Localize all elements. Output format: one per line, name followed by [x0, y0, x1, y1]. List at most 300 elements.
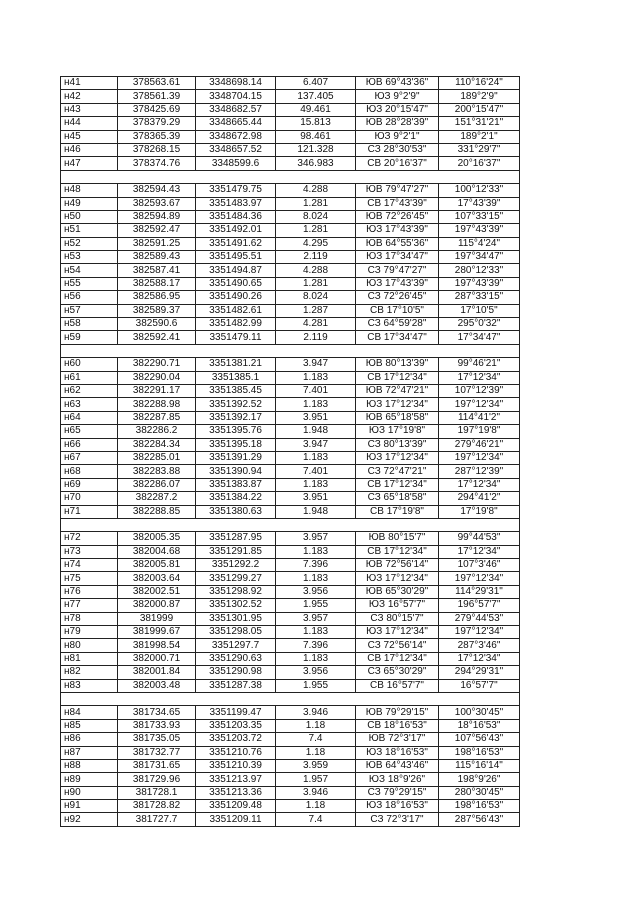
direction-angle-cell: 107°56'43" [439, 733, 520, 746]
direction-angle-cell: 114°29'31" [439, 585, 520, 598]
table-row [61, 639, 520, 652]
table-row [61, 626, 520, 639]
direction-angle-cell: 17°12'34" [439, 371, 520, 384]
distance-cell: 7.4 [276, 733, 356, 746]
y-coordinate-cell: 3351494.87 [196, 264, 276, 277]
y-coordinate-cell: 3351479.11 [196, 331, 276, 344]
rhumb-cell: СЗ 80°15'7" [356, 612, 439, 625]
distance-cell: 1.18 [276, 719, 356, 732]
distance-cell: 346.983 [276, 157, 356, 170]
x-coordinate-cell: 382290.71 [118, 358, 196, 371]
rhumb-cell: ЮЗ 20°15'47" [356, 103, 439, 116]
x-coordinate-cell: 378268.15 [118, 143, 196, 156]
point-name-cell: н49 [61, 197, 118, 210]
x-coordinate-cell: 382285.01 [118, 451, 196, 464]
y-coordinate-cell: 3351390.94 [196, 465, 276, 478]
distance-cell: 1.281 [276, 197, 356, 210]
table-row [61, 559, 520, 572]
point-name-cell: н79 [61, 626, 118, 639]
table-row [61, 652, 520, 665]
rhumb-cell: СВ 17°19'8" [356, 505, 439, 518]
table-row [61, 438, 520, 451]
rhumb-cell: СВ 17°12'34" [356, 652, 439, 665]
direction-angle-cell: 17°43'39" [439, 197, 520, 210]
y-coordinate-cell: 3351392.52 [196, 398, 276, 411]
table-row [61, 264, 520, 277]
y-coordinate-cell: 3351385.45 [196, 384, 276, 397]
y-coordinate-cell: 3351482.61 [196, 304, 276, 317]
rhumb-cell: ЮЗ 17°43'39" [356, 277, 439, 290]
table-row [61, 197, 520, 210]
direction-angle-cell: 17°19'8" [439, 505, 520, 518]
rhumb-cell: ЮВ 72°3'17" [356, 733, 439, 746]
distance-cell: 1.957 [276, 773, 356, 786]
x-coordinate-cell: 382001.84 [118, 666, 196, 679]
table-row [61, 759, 520, 772]
y-coordinate-cell: 3348704.15 [196, 90, 276, 103]
x-coordinate-cell: 378425.69 [118, 103, 196, 116]
x-coordinate-cell: 382592.47 [118, 224, 196, 237]
table-row [61, 103, 520, 116]
point-name-cell: н69 [61, 478, 118, 491]
y-coordinate-cell: 3351301.95 [196, 612, 276, 625]
rhumb-cell: СЗ 28°30'53" [356, 143, 439, 156]
group-separator-cell [61, 518, 520, 531]
direction-angle-cell: 107°3'46" [439, 559, 520, 572]
point-name-cell: н59 [61, 331, 118, 344]
point-name-cell: н70 [61, 492, 118, 505]
y-coordinate-cell: 3351297.7 [196, 639, 276, 652]
direction-angle-cell: 197°12'34" [439, 572, 520, 585]
direction-angle-cell: 197°43'39" [439, 224, 520, 237]
direction-angle-cell: 151°31'21" [439, 117, 520, 130]
y-coordinate-cell: 3351299.27 [196, 572, 276, 585]
table-row [61, 679, 520, 692]
table-row [61, 411, 520, 424]
distance-cell: 3.946 [276, 706, 356, 719]
rhumb-cell: СЗ 79°47'27" [356, 264, 439, 277]
distance-cell: 3.957 [276, 532, 356, 545]
y-coordinate-cell: 3351392.17 [196, 411, 276, 424]
rhumb-cell: СЗ 65°30'29" [356, 666, 439, 679]
rhumb-cell: ЮЗ 18°16'53" [356, 746, 439, 759]
rhumb-cell: СВ 17°34'47" [356, 331, 439, 344]
x-coordinate-cell: 382005.81 [118, 559, 196, 572]
table-row [61, 358, 520, 371]
x-coordinate-cell: 382589.37 [118, 304, 196, 317]
y-coordinate-cell: 3351203.72 [196, 733, 276, 746]
point-name-cell: н60 [61, 358, 118, 371]
x-coordinate-cell: 381998.54 [118, 639, 196, 652]
table-row [61, 572, 520, 585]
table-row [61, 786, 520, 799]
direction-angle-cell: 20°16'37" [439, 157, 520, 170]
x-coordinate-cell: 381731.65 [118, 759, 196, 772]
distance-cell: 3.959 [276, 759, 356, 772]
point-name-cell: н41 [61, 77, 118, 90]
distance-cell: 3.947 [276, 358, 356, 371]
distance-cell: 3.956 [276, 585, 356, 598]
point-name-cell: н52 [61, 237, 118, 250]
distance-cell: 1.18 [276, 746, 356, 759]
rhumb-cell: ЮЗ 9°2'9" [356, 90, 439, 103]
x-coordinate-cell: 382000.87 [118, 599, 196, 612]
y-coordinate-cell: 3351491.62 [196, 237, 276, 250]
y-coordinate-cell: 3351490.26 [196, 291, 276, 304]
x-coordinate-cell: 381728.82 [118, 800, 196, 813]
direction-angle-cell: 294°29'31" [439, 666, 520, 679]
direction-angle-cell: 197°12'34" [439, 626, 520, 639]
table-row [61, 733, 520, 746]
direction-angle-cell: 198°9'26" [439, 773, 520, 786]
table-row [61, 224, 520, 237]
x-coordinate-cell: 382002.51 [118, 585, 196, 598]
x-coordinate-cell: 382590.6 [118, 318, 196, 331]
group-separator-cell [61, 344, 520, 357]
y-coordinate-cell: 3351483.97 [196, 197, 276, 210]
distance-cell: 15.813 [276, 117, 356, 130]
direction-angle-cell: 189°2'1" [439, 130, 520, 143]
y-coordinate-cell: 3351385.1 [196, 371, 276, 384]
rhumb-cell: СЗ 72°56'14" [356, 639, 439, 652]
direction-angle-cell: 295°0'32" [439, 318, 520, 331]
rhumb-cell: СВ 17°12'34" [356, 478, 439, 491]
rhumb-cell: ЮВ 80°13'39" [356, 358, 439, 371]
group-separator-row [61, 170, 520, 183]
group-separator-cell [61, 692, 520, 705]
direction-angle-cell: 18°16'53" [439, 719, 520, 732]
y-coordinate-cell: 3351210.39 [196, 759, 276, 772]
table-row [61, 773, 520, 786]
x-coordinate-cell: 382284.34 [118, 438, 196, 451]
table-row [61, 304, 520, 317]
rhumb-cell: ЮЗ 9°2'1" [356, 130, 439, 143]
rhumb-cell: ЮЗ 16°57'7" [356, 599, 439, 612]
point-name-cell: н54 [61, 264, 118, 277]
y-coordinate-cell: 3351287.95 [196, 532, 276, 545]
table-row [61, 130, 520, 143]
distance-cell: 4.288 [276, 184, 356, 197]
x-coordinate-cell: 378563.61 [118, 77, 196, 90]
rhumb-cell: ЮВ 64°55'36" [356, 237, 439, 250]
table-row [61, 492, 520, 505]
point-name-cell: н74 [61, 559, 118, 572]
direction-angle-cell: 16°57'7" [439, 679, 520, 692]
table-row [61, 451, 520, 464]
rhumb-cell: ЮВ 79°29'15" [356, 706, 439, 719]
point-name-cell: н64 [61, 411, 118, 424]
rhumb-cell: СЗ 80°13'39" [356, 438, 439, 451]
point-name-cell: н43 [61, 103, 118, 116]
point-name-cell: н92 [61, 813, 118, 826]
table-row [61, 398, 520, 411]
x-coordinate-cell: 381729.96 [118, 773, 196, 786]
rhumb-cell: ЮВ 72°26'45" [356, 210, 439, 223]
rhumb-cell: ЮВ 65°18'58" [356, 411, 439, 424]
x-coordinate-cell: 382591.25 [118, 237, 196, 250]
y-coordinate-cell: 3351209.11 [196, 813, 276, 826]
x-coordinate-cell: 382004.68 [118, 545, 196, 558]
coordinates-table [60, 76, 520, 827]
distance-cell: 1.183 [276, 371, 356, 384]
distance-cell: 1.183 [276, 451, 356, 464]
distance-cell: 7.401 [276, 465, 356, 478]
y-coordinate-cell: 3351199.47 [196, 706, 276, 719]
y-coordinate-cell: 3351291.85 [196, 545, 276, 558]
distance-cell: 1.183 [276, 545, 356, 558]
distance-cell: 1.955 [276, 599, 356, 612]
direction-angle-cell: 197°34'47" [439, 251, 520, 264]
point-name-cell: н62 [61, 384, 118, 397]
distance-cell: 137.405 [276, 90, 356, 103]
point-name-cell: н48 [61, 184, 118, 197]
distance-cell: 1.948 [276, 505, 356, 518]
rhumb-cell: ЮЗ 18°16'53" [356, 800, 439, 813]
y-coordinate-cell: 3348682.57 [196, 103, 276, 116]
y-coordinate-cell: 3351490.65 [196, 277, 276, 290]
point-name-cell: н44 [61, 117, 118, 130]
point-name-cell: н80 [61, 639, 118, 652]
y-coordinate-cell: 3351298.05 [196, 626, 276, 639]
y-coordinate-cell: 3348665.44 [196, 117, 276, 130]
y-coordinate-cell: 3348698.14 [196, 77, 276, 90]
table-row [61, 505, 520, 518]
x-coordinate-cell: 381727.7 [118, 813, 196, 826]
y-coordinate-cell: 3351292.2 [196, 559, 276, 572]
rhumb-cell: СВ 17°43'39" [356, 197, 439, 210]
table-row [61, 184, 520, 197]
table-row [61, 90, 520, 103]
y-coordinate-cell: 3351298.92 [196, 585, 276, 598]
y-coordinate-cell: 3351482.99 [196, 318, 276, 331]
rhumb-cell: ЮВ 64°43'46" [356, 759, 439, 772]
point-name-cell: н86 [61, 733, 118, 746]
x-coordinate-cell: 378365.39 [118, 130, 196, 143]
rhumb-cell: ЮВ 72°47'21" [356, 384, 439, 397]
direction-angle-cell: 196°57'7" [439, 599, 520, 612]
x-coordinate-cell: 382593.67 [118, 197, 196, 210]
point-name-cell: н75 [61, 572, 118, 585]
direction-angle-cell: 200°15'47" [439, 103, 520, 116]
y-coordinate-cell: 3351395.18 [196, 438, 276, 451]
point-name-cell: н51 [61, 224, 118, 237]
direction-angle-cell: 107°33'15" [439, 210, 520, 223]
distance-cell: 4.295 [276, 237, 356, 250]
x-coordinate-cell: 382588.17 [118, 277, 196, 290]
point-name-cell: н47 [61, 157, 118, 170]
x-coordinate-cell: 382005.35 [118, 532, 196, 545]
distance-cell: 3.946 [276, 786, 356, 799]
direction-angle-cell: 17°10'5" [439, 304, 520, 317]
table-row [61, 251, 520, 264]
y-coordinate-cell: 3351492.01 [196, 224, 276, 237]
y-coordinate-cell: 3351209.48 [196, 800, 276, 813]
table-row [61, 706, 520, 719]
table-row [61, 746, 520, 759]
distance-cell: 2.119 [276, 251, 356, 264]
distance-cell: 3.951 [276, 411, 356, 424]
distance-cell: 8.024 [276, 291, 356, 304]
x-coordinate-cell: 382290.04 [118, 371, 196, 384]
point-name-cell: н83 [61, 679, 118, 692]
distance-cell: 1.183 [276, 626, 356, 639]
rhumb-cell: ЮВ 72°56'14" [356, 559, 439, 572]
distance-cell: 1.281 [276, 277, 356, 290]
point-name-cell: н73 [61, 545, 118, 558]
point-name-cell: н42 [61, 90, 118, 103]
table-row [61, 666, 520, 679]
point-name-cell: н45 [61, 130, 118, 143]
direction-angle-cell: 115°16'14" [439, 759, 520, 772]
rhumb-cell: ЮВ 28°28'39" [356, 117, 439, 130]
coordinates-table-body [61, 77, 520, 827]
table-row [61, 277, 520, 290]
direction-angle-cell: 107°12'39" [439, 384, 520, 397]
table-row [61, 545, 520, 558]
point-name-cell: н53 [61, 251, 118, 264]
y-coordinate-cell: 3351287.38 [196, 679, 276, 692]
distance-cell: 1.948 [276, 425, 356, 438]
direction-angle-cell: 197°19'8" [439, 425, 520, 438]
y-coordinate-cell: 3351383.87 [196, 478, 276, 491]
x-coordinate-cell: 382594.89 [118, 210, 196, 223]
x-coordinate-cell: 382587.41 [118, 264, 196, 277]
direction-angle-cell: 279°44'53" [439, 612, 520, 625]
x-coordinate-cell: 382592.41 [118, 331, 196, 344]
distance-cell: 1.183 [276, 398, 356, 411]
table-row [61, 117, 520, 130]
x-coordinate-cell: 378561.39 [118, 90, 196, 103]
rhumb-cell: СЗ 72°3'17" [356, 813, 439, 826]
distance-cell: 4.288 [276, 264, 356, 277]
direction-angle-cell: 197°12'34" [439, 451, 520, 464]
direction-angle-cell: 17°12'34" [439, 652, 520, 665]
table-row [61, 532, 520, 545]
x-coordinate-cell: 381999.67 [118, 626, 196, 639]
rhumb-cell: ЮВ 80°15'7" [356, 532, 439, 545]
rhumb-cell: ЮВ 65°30'29" [356, 585, 439, 598]
direction-angle-cell: 287°3'46" [439, 639, 520, 652]
distance-cell: 1.281 [276, 224, 356, 237]
table-row [61, 478, 520, 491]
point-name-cell: н57 [61, 304, 118, 317]
point-name-cell: н72 [61, 532, 118, 545]
x-coordinate-cell: 381735.05 [118, 733, 196, 746]
table-row [61, 77, 520, 90]
y-coordinate-cell: 3348672.98 [196, 130, 276, 143]
direction-angle-cell: 279°46'21" [439, 438, 520, 451]
distance-cell: 121.328 [276, 143, 356, 156]
rhumb-cell: СЗ 64°59'28" [356, 318, 439, 331]
rhumb-cell: ЮЗ 17°19'8" [356, 425, 439, 438]
x-coordinate-cell: 382594.43 [118, 184, 196, 197]
rhumb-cell: ЮЗ 18°9'26" [356, 773, 439, 786]
point-name-cell: н89 [61, 773, 118, 786]
table-row [61, 237, 520, 250]
distance-cell: 1.183 [276, 652, 356, 665]
group-separator-row [61, 518, 520, 531]
distance-cell: 3.947 [276, 438, 356, 451]
rhumb-cell: ЮЗ 17°12'34" [356, 451, 439, 464]
table-row [61, 157, 520, 170]
direction-angle-cell: 100°30'45" [439, 706, 520, 719]
direction-angle-cell: 99°44'53" [439, 532, 520, 545]
rhumb-cell: СВ 17°10'5" [356, 304, 439, 317]
point-name-cell: н90 [61, 786, 118, 799]
point-name-cell: н76 [61, 585, 118, 598]
y-coordinate-cell: 3351479.75 [196, 184, 276, 197]
distance-cell: 8.024 [276, 210, 356, 223]
y-coordinate-cell: 3351380.63 [196, 505, 276, 518]
rhumb-cell: СВ 17°12'34" [356, 371, 439, 384]
y-coordinate-cell: 3351484.36 [196, 210, 276, 223]
direction-angle-cell: 280°30'45" [439, 786, 520, 799]
rhumb-cell: СЗ 72°47'21" [356, 465, 439, 478]
point-name-cell: н88 [61, 759, 118, 772]
x-coordinate-cell: 382291.17 [118, 384, 196, 397]
direction-angle-cell: 17°12'34" [439, 478, 520, 491]
y-coordinate-cell: 3351381.21 [196, 358, 276, 371]
direction-angle-cell: 17°12'34" [439, 545, 520, 558]
group-separator-cell [61, 170, 520, 183]
table-row [61, 331, 520, 344]
distance-cell: 1.18 [276, 800, 356, 813]
rhumb-cell: ЮЗ 17°34'47" [356, 251, 439, 264]
point-name-cell: н66 [61, 438, 118, 451]
table-row [61, 143, 520, 156]
distance-cell: 3.957 [276, 612, 356, 625]
x-coordinate-cell: 382287.85 [118, 411, 196, 424]
distance-cell: 1.183 [276, 572, 356, 585]
y-coordinate-cell: 3351203.35 [196, 719, 276, 732]
x-coordinate-cell: 382288.85 [118, 505, 196, 518]
x-coordinate-cell: 381728.1 [118, 786, 196, 799]
y-coordinate-cell: 3351391.29 [196, 451, 276, 464]
distance-cell: 98.461 [276, 130, 356, 143]
distance-cell: 4.281 [276, 318, 356, 331]
direction-angle-cell: 115°4'24" [439, 237, 520, 250]
distance-cell: 7.4 [276, 813, 356, 826]
point-name-cell: н68 [61, 465, 118, 478]
y-coordinate-cell: 3351290.63 [196, 652, 276, 665]
y-coordinate-cell: 3351213.97 [196, 773, 276, 786]
point-name-cell: н61 [61, 371, 118, 384]
table-row [61, 465, 520, 478]
point-name-cell: н56 [61, 291, 118, 304]
y-coordinate-cell: 3348657.52 [196, 143, 276, 156]
x-coordinate-cell: 381733.93 [118, 719, 196, 732]
rhumb-cell: СВ 18°16'53" [356, 719, 439, 732]
group-separator-row [61, 692, 520, 705]
rhumb-cell: СВ 17°12'34" [356, 545, 439, 558]
direction-angle-cell: 287°12'39" [439, 465, 520, 478]
table-row [61, 425, 520, 438]
point-name-cell: н67 [61, 451, 118, 464]
y-coordinate-cell: 3348599.6 [196, 157, 276, 170]
table-row [61, 585, 520, 598]
table-row [61, 318, 520, 331]
direction-angle-cell: 17°34'47" [439, 331, 520, 344]
point-name-cell: н55 [61, 277, 118, 290]
table-row [61, 384, 520, 397]
x-coordinate-cell: 378374.76 [118, 157, 196, 170]
point-name-cell: н91 [61, 800, 118, 813]
direction-angle-cell: 280°12'33" [439, 264, 520, 277]
point-name-cell: н77 [61, 599, 118, 612]
x-coordinate-cell: 382000.71 [118, 652, 196, 665]
direction-angle-cell: 197°12'34" [439, 398, 520, 411]
table-row [61, 719, 520, 732]
